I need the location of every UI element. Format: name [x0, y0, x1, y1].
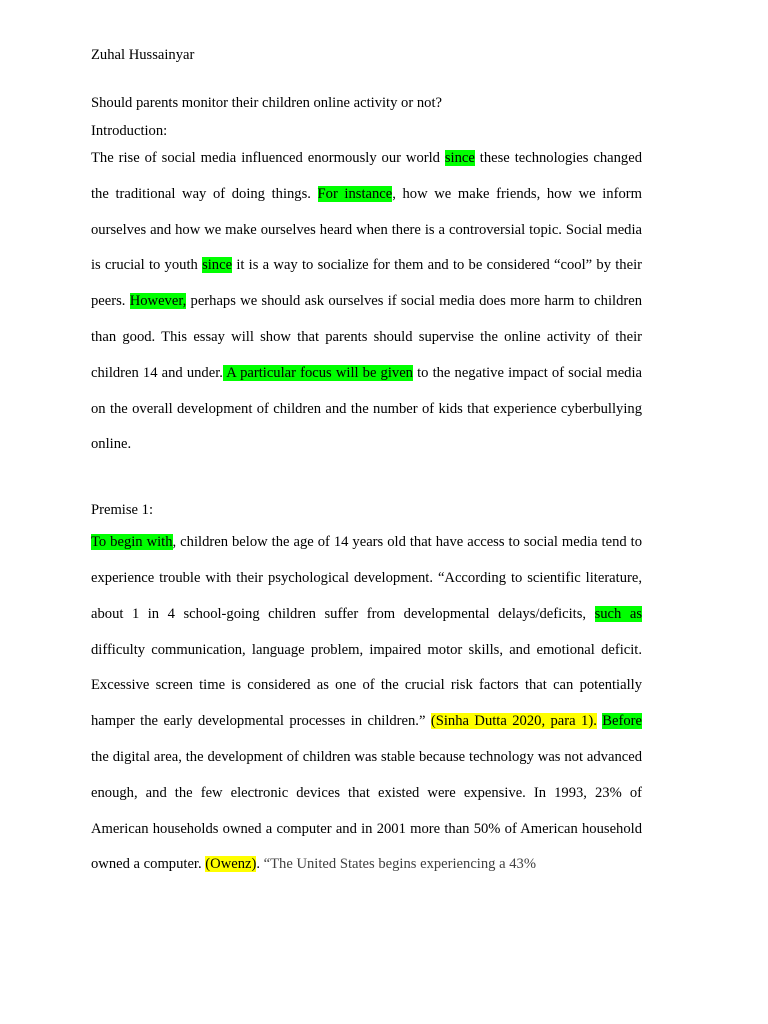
premise-quote-start: “The United States begins experiencing a 43% — [263, 856, 536, 873]
introduction-paragraph — [91, 141, 642, 463]
intro-highlight-5: A particular focus will be given — [222, 364, 413, 381]
premise-text-2: difficulty communication, language problem, impaired motor skills, and emotional deficit. Excessive screen time is considered as one of the crucial risk factors that can potentially hamper the early developmental processes in children.” — [91, 641, 642, 730]
intro-text-6: to the negative impact of social media on the overall development of children and the number of kids that experience cyberbullying online. — [91, 364, 642, 453]
intro-text-5: perhaps we should ask ourselves if social media does more harm to children than good. This essay will show that parents should supervise the online activity of their children 14 and under. — [91, 293, 642, 381]
intro-highlight-2: For instance — [317, 185, 393, 202]
premise-highlight-1: To begin with — [91, 534, 173, 551]
premise-highlight-2: such as — [594, 605, 643, 622]
intro-text-3: , how we make friends, how we inform ourselves and how we make ourselves heard when there is a controversial topic. Social media is crucial to youth — [91, 185, 642, 274]
intro-text-4: it is a way to socialize for them and to be considered “cool” by their peers. — [91, 257, 642, 310]
intro-text-2: these technologies changed the traditional way of doing things. — [91, 150, 642, 202]
premise-1-heading: Premise 1: — [91, 502, 154, 519]
intro-text-1: The rise of social media influenced enormously our world — [91, 150, 445, 166]
author-name: Zuhal Hussainyar — [91, 47, 195, 63]
citation-owenz: (Owenz) — [205, 856, 257, 873]
intro-highlight-1: since — [444, 150, 475, 166]
document-body — [91, 45, 642, 883]
premise-highlight-3: Before — [602, 713, 643, 730]
citation-sinha-dutta: (Sinha Dutta 2020, para 1). — [430, 713, 597, 730]
premise-text-4: the digital area, the development of children was stable because technology was not advanced enough, and the few electronic devices that existed were expensive. In 1993, 23% of American households owned a computer and in 2001 more than 50% of American household owned a computer. — [91, 748, 642, 873]
introduction-heading: Introduction: — [91, 123, 168, 139]
intro-highlight-3: since — [202, 257, 233, 274]
premise-text-1: , children below the age of 14 years old that have access to social media tend to experience trouble with their psychological development. “According to scientific literature, about 1 in 4 school-going children suffer from developmental delays/deficits, — [91, 534, 643, 622]
essay-question: Should parents monitor their children online activity or not? — [91, 95, 442, 111]
intro-highlight-4: However, — [129, 293, 187, 310]
premise-1-paragraph — [91, 525, 642, 883]
premise-text-5: . — [256, 856, 264, 873]
